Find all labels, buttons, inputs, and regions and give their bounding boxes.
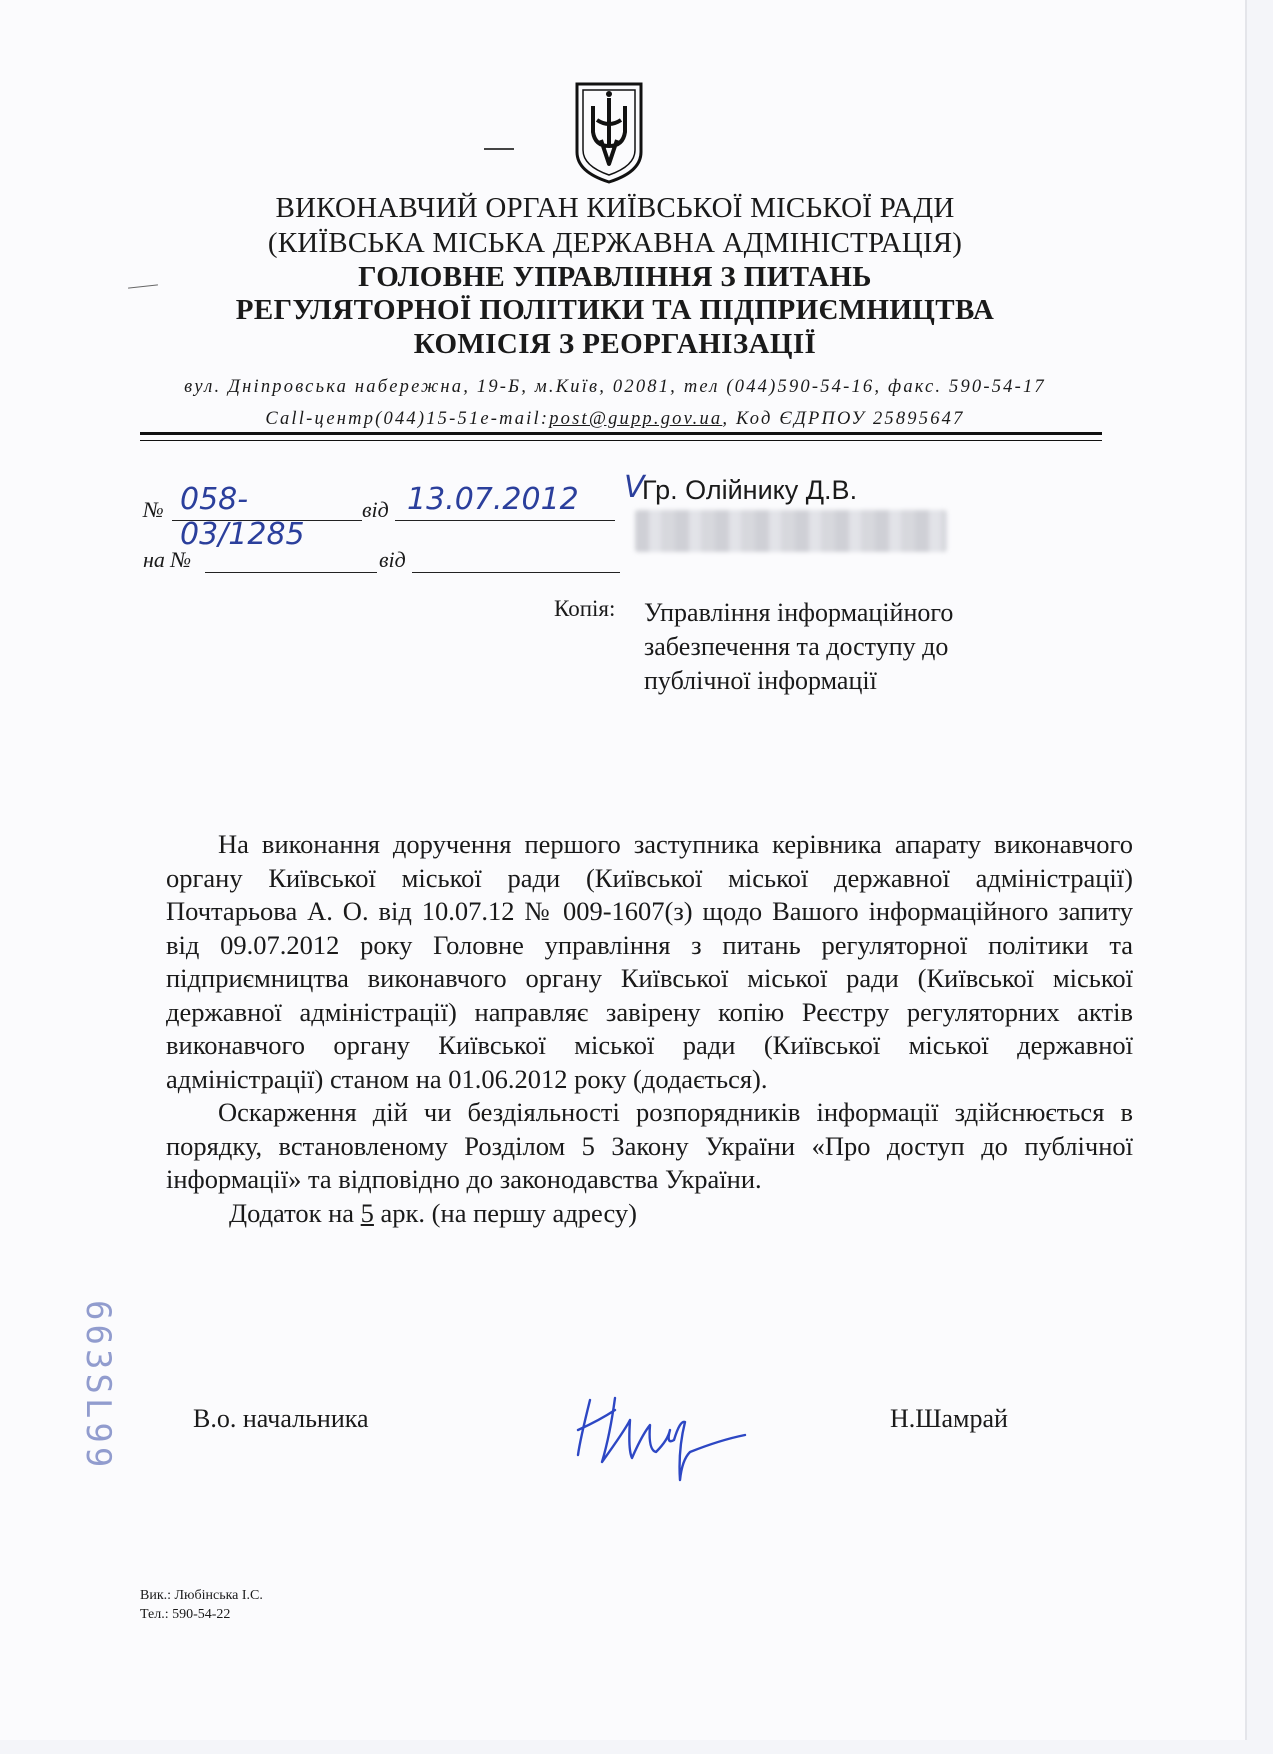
letter-body bbox=[166, 828, 1133, 1230]
recipient-name: Гр. Олійнику Д.В. bbox=[642, 475, 858, 505]
copy-line-1: Управління інформаційного bbox=[644, 598, 954, 627]
annex-suffix: арк. (на першу адресу) bbox=[373, 1197, 637, 1228]
ref-number-label: № bbox=[143, 497, 164, 522]
header-line-2: (КИЇВСЬКА МІСЬКА ДЕРЖАВНА АДМІНІСТРАЦІЯ) bbox=[267, 227, 963, 259]
signatory-position: В.о. начальника bbox=[193, 1404, 369, 1433]
reply-date-label: від bbox=[379, 547, 406, 572]
copy-label: Копія: bbox=[554, 596, 616, 621]
reply-number-label: на № bbox=[143, 547, 192, 572]
ref-number-field bbox=[172, 482, 362, 552]
header-address: вул. Дніпровська набережна, 19-Б, м.Київ, 02081, тел (044)590-54-16, факс. 590-54-17 bbox=[184, 377, 1046, 397]
check-mark: V bbox=[624, 470, 645, 505]
body-paragraph-2: Оскарження дій чи бездіяльності розпорядників інформації здійснюється в порядку, встановленому Розділом 5 Закону України «Про доступ до публічної інформації» та відповідно до законодавства України. bbox=[166, 1097, 1133, 1194]
ref-date-value: 13.07.2012 bbox=[407, 482, 579, 517]
header-contacts bbox=[0, 409, 1230, 430]
handwritten-signature bbox=[570, 1380, 750, 1490]
copy-line-3: публічної інформації bbox=[644, 666, 877, 695]
scan-mark bbox=[484, 148, 514, 150]
ref-date-field bbox=[395, 482, 615, 521]
registration-stamp: 66ЗSL99 bbox=[78, 1300, 118, 1472]
header-rule-thin bbox=[140, 440, 1102, 441]
reply-date-field bbox=[412, 550, 620, 573]
executor-phone: Тел.: 590-54-22 bbox=[140, 1607, 231, 1622]
call-center-text: Call-центр(044)15-51e-mail: bbox=[265, 409, 550, 429]
copy-line-2: забезпечення та доступу до bbox=[644, 632, 949, 661]
edrpou-code: , Код ЄДРПОУ 25895647 bbox=[722, 409, 965, 429]
email-link[interactable]: post@gupp.gov.ua bbox=[549, 409, 723, 429]
reply-number-field bbox=[205, 550, 377, 573]
redacted-address bbox=[635, 510, 947, 552]
signatory-name: Н.Шамрай bbox=[890, 1404, 1008, 1433]
header-line-4: РЕГУЛЯТОРНОЇ ПОЛІТИКИ ТА ПІДПРИЄМНИЦТВА bbox=[235, 294, 995, 326]
body-paragraph-1: На виконання доручення першого заступника керівника апарату виконавчого органу Київської міської ради (Київської міської державної адміністрації) Почтарьова А. О. від 10.07.12 № 009-1607(з) щодо Вашого інформаційного запиту від 09.07.2012 року Головне управління з питань регуляторної політики та підприємництва виконавчого органу Київської міської ради (Київської міської державної адміністрації) направляє завірену копію Реєстру регуляторних актів виконавчого органу Київської міської ради (Київської міської державної адміністрації) станом на 01.06.2012 року (додається). bbox=[166, 829, 1133, 1094]
copy-recipient bbox=[644, 596, 953, 698]
ref-date-label: від bbox=[362, 497, 389, 522]
header-rule-thick bbox=[140, 432, 1102, 435]
annex-line bbox=[166, 1197, 1133, 1231]
executor-name: Вик.: Любінська І.С. bbox=[140, 1588, 263, 1603]
header-line-1: ВИКОНАВЧИЙ ОРГАН КИЇВСЬКОЇ МІСЬКОЇ РАДИ bbox=[275, 192, 955, 224]
annex-count: 5 bbox=[360, 1197, 374, 1228]
header-line-3: ГОЛОВНЕ УПРАВЛІННЯ З ПИТАНЬ bbox=[358, 261, 872, 293]
signature-text: НШа bbox=[570, 1380, 573, 1381]
coat-of-arms-icon bbox=[573, 80, 645, 186]
annex-prefix: Додаток на bbox=[229, 1197, 361, 1228]
ref-number-value: 058-03/1285 bbox=[180, 482, 305, 552]
header-line-5: КОМІСІЯ З РЕОРГАНІЗАЦІЇ bbox=[413, 328, 817, 360]
